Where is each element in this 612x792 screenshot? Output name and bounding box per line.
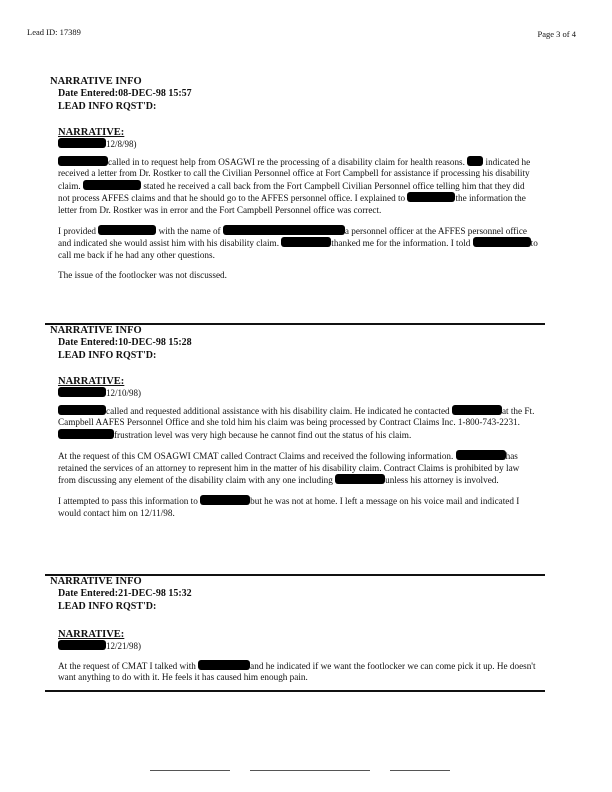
redaction bbox=[223, 225, 345, 235]
text-segment: and he indicated if we want the footlocker we can come pick it up. He doesn't want anything to do with it. He feels it has caused him enough pain. bbox=[58, 661, 536, 683]
page-total: 4 bbox=[571, 29, 576, 39]
redaction bbox=[58, 387, 106, 397]
text-segment: the information the letter from Dr. Rostker was in error and the Fort Campbell Personnel office was correct. bbox=[58, 193, 526, 215]
redaction bbox=[83, 180, 141, 190]
section-divider bbox=[45, 690, 545, 692]
text-segment: called and requested additional assistance with his disability claim. He indicated he contacted bbox=[106, 406, 450, 416]
redaction bbox=[473, 237, 531, 247]
narrative-entry-3 bbox=[48, 576, 543, 684]
footer-mark bbox=[390, 770, 450, 771]
redaction bbox=[58, 405, 106, 415]
redaction bbox=[407, 192, 455, 202]
redaction bbox=[58, 156, 108, 166]
paragraph bbox=[58, 156, 538, 216]
lead-id: Lead ID: 17389 bbox=[27, 27, 81, 37]
footer-mark bbox=[250, 770, 370, 771]
redaction bbox=[200, 495, 250, 505]
date-note: 12/8/98) bbox=[106, 139, 137, 149]
text-segment: to call me back if he had any other questions. bbox=[58, 238, 538, 260]
text-segment: I attempted to pass this information to bbox=[58, 496, 198, 507]
page-number: 3 bbox=[556, 29, 561, 39]
date-label: Date Entered: bbox=[58, 88, 119, 99]
narrative-date bbox=[58, 138, 543, 150]
date-value: 08-DEC-98 15:57 bbox=[118, 88, 192, 99]
date-note: 12/10/98) bbox=[106, 388, 141, 398]
paragraph bbox=[58, 660, 538, 684]
text-segment: thanked me for the information. I told bbox=[331, 238, 471, 249]
text-segment: I provided bbox=[58, 226, 97, 237]
redaction bbox=[452, 405, 502, 415]
redaction bbox=[98, 225, 156, 235]
date-label: Date Entered: bbox=[58, 337, 119, 348]
entry-title: NARRATIVE INFO bbox=[50, 76, 142, 87]
text-segment: unless his attorney is involved. bbox=[385, 475, 499, 486]
paragraph bbox=[58, 450, 538, 486]
redaction bbox=[281, 237, 331, 247]
date-entered bbox=[58, 87, 543, 100]
redaction bbox=[58, 429, 114, 439]
paragraph bbox=[58, 225, 538, 261]
narrative-label: NARRATIVE: bbox=[58, 127, 125, 138]
text-segment: indicated he received a letter from Dr. Rostker to call the Civilian Personnel office at Fort Campbell for assistance if processing his disability claim. bbox=[58, 157, 531, 191]
text-segment: at the Ft. Campbell AAFES Personnel Office and she told him his claim was being processed by Contract Claims Inc. 1-800-743-2231. bbox=[58, 406, 535, 428]
redaction bbox=[335, 474, 385, 484]
date-note: 12/21/98) bbox=[106, 641, 141, 651]
entry-title: NARRATIVE INFO bbox=[50, 325, 142, 336]
narrative-entry-1 bbox=[48, 76, 543, 282]
page-of: of bbox=[562, 29, 570, 39]
redaction bbox=[198, 660, 250, 670]
text-segment: At the request of this CM OSAGWI CMAT called Contract Claims and received the following information. bbox=[58, 451, 454, 462]
narrative-date bbox=[58, 640, 543, 652]
narrative-entry-2 bbox=[48, 325, 543, 519]
text-segment: frustration level was very high because he cannot find out the status of his claim. bbox=[114, 429, 412, 440]
page-label: Page bbox=[537, 29, 555, 39]
lead-info-requested: LEAD INFO RQST'D: bbox=[58, 101, 157, 112]
paragraph: The issue of the footlocker was not discussed. bbox=[58, 270, 227, 281]
text-segment: At the request of CMAT I talked with bbox=[58, 661, 196, 671]
paragraph bbox=[58, 405, 538, 441]
redaction bbox=[456, 450, 506, 460]
redaction bbox=[58, 640, 106, 650]
date-entered bbox=[58, 587, 543, 600]
date-label: Date Entered: bbox=[58, 588, 119, 599]
date-entered bbox=[58, 336, 543, 349]
redaction bbox=[467, 156, 483, 166]
narrative-label: NARRATIVE: bbox=[58, 376, 125, 387]
text-segment: but he was not at home. I left a message on his voice mail and indicated I would contact him on 12/11/98. bbox=[58, 496, 520, 518]
lead-info-requested: LEAD INFO RQST'D: bbox=[58, 601, 157, 612]
narrative-date bbox=[58, 387, 543, 399]
page-indicator bbox=[538, 29, 577, 39]
lead-info-requested: LEAD INFO RQST'D: bbox=[58, 350, 157, 361]
text-segment: stated he received a call back from the Fort Campbell Civilian Personnel office telling him that they did not process AFFES claims and that he should go to the AFFES personnel office. I explained to bbox=[58, 180, 525, 204]
paragraph bbox=[58, 495, 538, 519]
text-segment: has retained the services of an attorney to represent him in the matter of his disability claim. Contract Claims is prohibited by law from discussing any element of the disability claim with any one including bbox=[58, 451, 520, 486]
text-segment: called in to request help from OSAGWI re the processing of a disability claim for health reasons. bbox=[108, 157, 465, 167]
narrative-label: NARRATIVE: bbox=[58, 629, 125, 640]
text-segment: a personnel officer at the AFFES personnel office and indicated she would assist him with his disability claim. bbox=[58, 226, 527, 249]
redaction bbox=[58, 138, 106, 148]
text-segment: with the name of bbox=[158, 226, 221, 237]
date-value: 21-DEC-98 15:32 bbox=[118, 588, 192, 599]
date-value: 10-DEC-98 15:28 bbox=[118, 337, 192, 348]
entry-title: NARRATIVE INFO bbox=[50, 576, 142, 587]
footer-mark bbox=[150, 770, 230, 771]
